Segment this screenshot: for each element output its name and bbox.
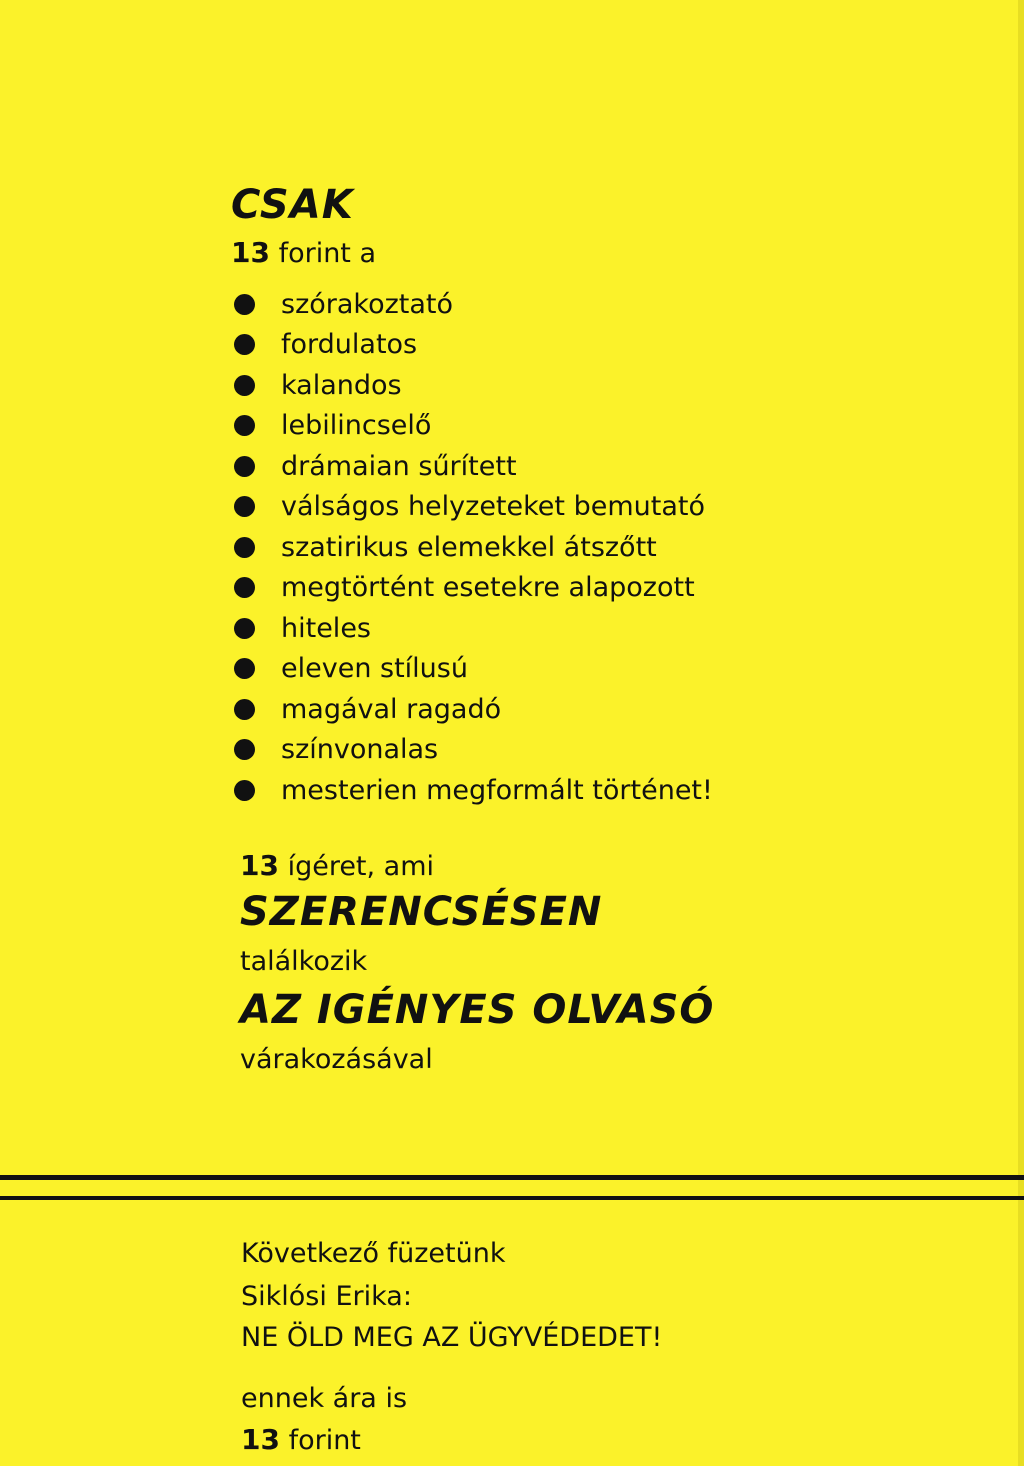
list-item <box>234 325 713 366</box>
list-item <box>234 770 713 811</box>
bullet-icon <box>234 415 255 436</box>
bullet-icon <box>234 739 255 760</box>
list-item-text: válságos helyzeteket bemutató <box>281 491 705 523</box>
bullet-icon <box>234 496 255 517</box>
qualities-list <box>234 284 713 811</box>
list-item-text: hiteles <box>281 612 371 644</box>
heading-csak: CSAK <box>231 182 354 228</box>
bullet-icon <box>234 537 255 558</box>
promise-count <box>240 849 435 882</box>
list-item <box>234 487 713 528</box>
bullet-icon <box>234 294 255 315</box>
list-item-text: lebilincselő <box>281 410 432 442</box>
list-item-text: színvonalas <box>281 734 439 766</box>
bullet-icon <box>234 334 255 355</box>
bullet-icon <box>234 780 255 801</box>
page-edge <box>1018 0 1024 1466</box>
divider-rule-bottom <box>0 1196 1024 1200</box>
list-item-text: drámaian sűrített <box>281 450 517 482</box>
bullet-icon <box>234 699 255 720</box>
list-item <box>234 649 713 690</box>
list-item-text: magával ragadó <box>281 693 502 725</box>
next-issue-price <box>241 1423 361 1456</box>
promise-line-varakozasaval: várakozásával <box>240 1044 433 1075</box>
next-issue-label: Következő füzetünk <box>241 1238 506 1269</box>
divider-rule-top <box>0 1175 1024 1180</box>
emphasis-igenyes-olvaso: AZ IGÉNYES OLVASÓ <box>240 987 715 1033</box>
promise-text: ígéret, ami <box>287 851 435 882</box>
next-issue-price-prefix: ennek ára is <box>241 1383 408 1414</box>
promise-number: 13 <box>240 849 279 882</box>
bullet-icon <box>234 658 255 679</box>
list-item <box>234 689 713 730</box>
list-item <box>234 527 713 568</box>
next-issue-author: Siklósi Erika: <box>241 1281 412 1312</box>
list-item <box>234 284 713 325</box>
list-item-text: eleven stílusú <box>281 653 468 685</box>
list-item-text: mesterien megformált történet! <box>281 774 713 806</box>
next-issue-price-unit: forint <box>288 1425 361 1456</box>
list-item-text: szórakoztató <box>281 288 454 320</box>
next-issue-price-number: 13 <box>241 1423 280 1456</box>
bullet-icon <box>234 456 255 477</box>
list-item <box>234 730 713 771</box>
price-text: forint a <box>278 238 377 269</box>
emphasis-szerencsesen: SZERENCSÉSEN <box>240 889 603 935</box>
list-item <box>234 406 713 447</box>
list-item-text: kalandos <box>281 369 402 401</box>
next-issue-title: NE ÖLD MEG AZ ÜGYVÉDEDET! <box>241 1322 663 1353</box>
list-item-text: fordulatos <box>281 329 418 361</box>
list-item-text: szatirikus elemekkel átszőtt <box>281 531 657 563</box>
bullet-icon <box>234 618 255 639</box>
promise-line-talalkozik: találkozik <box>240 946 368 977</box>
bullet-icon <box>234 577 255 598</box>
list-item <box>234 365 713 406</box>
bullet-icon <box>234 375 255 396</box>
price-number: 13 <box>231 236 270 269</box>
list-item-text: megtörtént esetekre alapozott <box>281 572 695 604</box>
list-item <box>234 446 713 487</box>
list-item <box>234 608 713 649</box>
list-item <box>234 568 713 609</box>
price-intro <box>231 236 377 269</box>
